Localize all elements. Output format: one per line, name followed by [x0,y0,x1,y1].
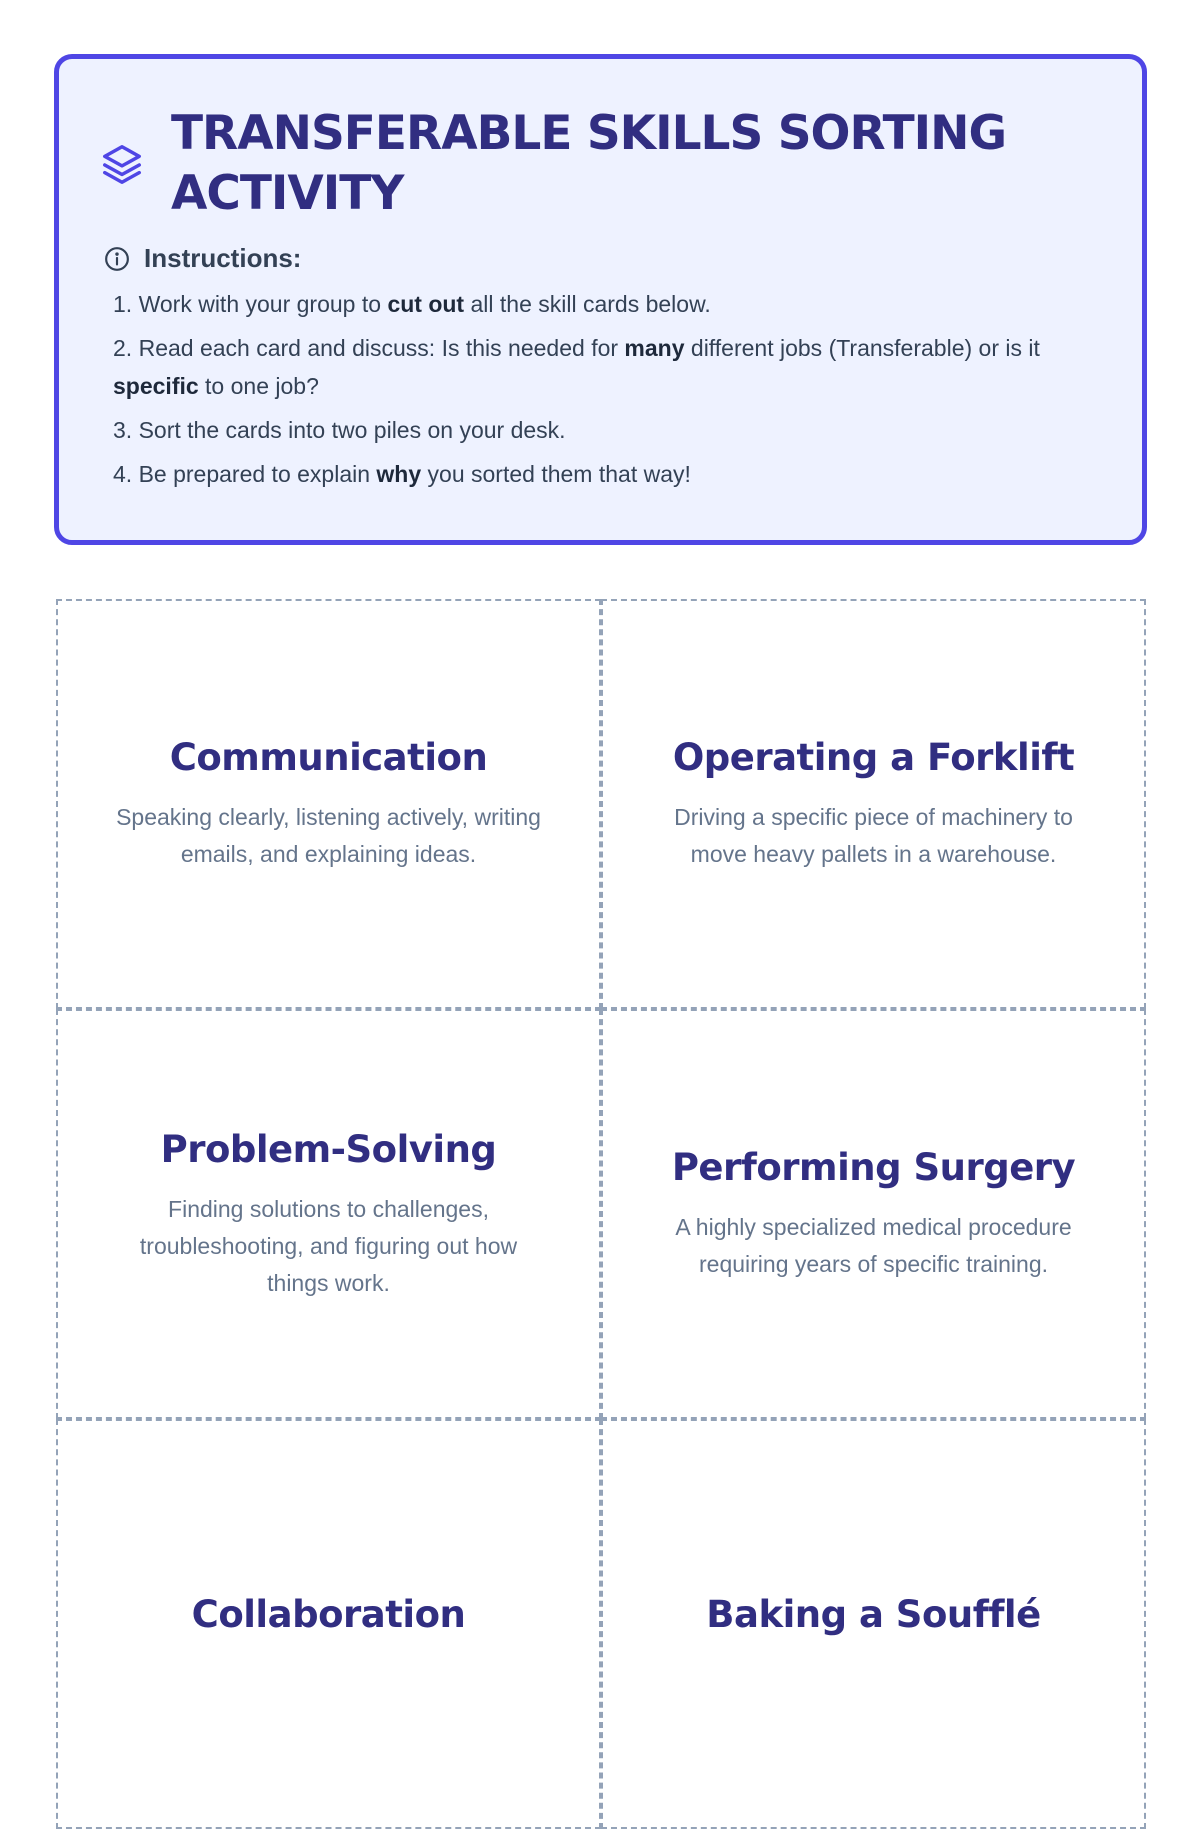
title-row [99,104,1051,224]
page-title: TRANSFERABLE SKILLS SORTING ACTIVITY [171,106,1007,221]
skill-card[interactable] [601,1009,1146,1419]
card-description: A highly specialized medical procedure requiring years of specific training. [675,1214,1072,1277]
info-icon [104,246,130,272]
skill-card[interactable] [56,1009,601,1419]
card-description: Speaking clearly, listening actively, writing emails, and explaining ideas. [116,804,541,867]
instructions-panel [54,54,1147,545]
card-title: Problem-Solving [160,1127,497,1171]
skill-cards-grid [56,599,1146,1829]
card-description: Finding solutions to challenges, troubleshooting, and figuring out how things work. [139,1195,518,1296]
card-description: Driving a specific piece of machinery to move heavy pallets in a warehouse. [674,804,1073,867]
card-title: Collaboration [191,1593,466,1636]
card-title: Communication [169,736,488,779]
instructions-heading [104,243,301,274]
skill-card[interactable] [601,599,1146,1009]
instruction-steps [113,285,1123,499]
instruction-step: 4. Be prepared to explain why you sorted them that way! [113,461,691,487]
skill-card[interactable] [56,1419,601,1829]
skill-card[interactable] [601,1419,1146,1829]
skill-card[interactable] [56,599,601,1009]
card-title: Baking a Soufflé [706,1593,1041,1636]
card-title: Operating a Forklift [672,736,1075,779]
instructions-label: Instructions: [144,243,302,273]
instruction-step: 2. Read each card and discuss: Is this needed for many different jobs (Transferable) or is it specific to one job? [113,335,1040,399]
layers-icon [99,141,145,187]
instruction-step: 3. Sort the cards into two piles on your desk. [113,417,566,443]
instruction-step: 1. Work with your group to cut out all the skill cards below. [113,291,711,317]
card-title: Performing Surgery [671,1146,1076,1189]
